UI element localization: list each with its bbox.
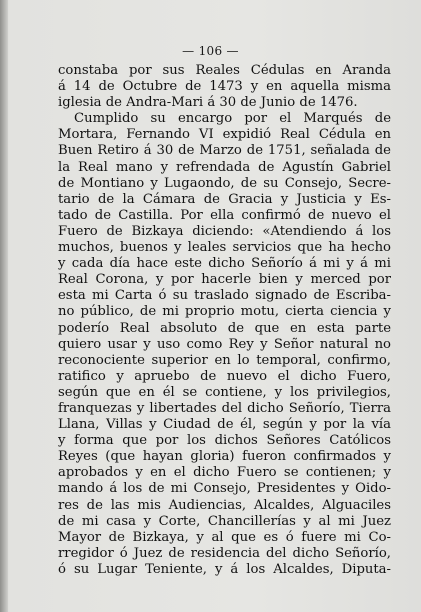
page-number: — 106 — xyxy=(182,44,239,58)
text-line: á 14 de Octubre de 1473 y en aquella misma xyxy=(58,79,391,95)
body-text xyxy=(58,63,391,578)
text-line: Mortara, Fernando VI expidió Real Cédula en xyxy=(58,127,391,143)
text-line: rregidor ó Juez de residencia del dicho Señorío, xyxy=(58,545,391,561)
text-line: Reyes (que hayan gloria) fueron confirmados y xyxy=(58,449,391,465)
text-line: de mi casa y Corte, Chancillerías y al mi Juez xyxy=(58,513,391,529)
text-line: iglesia de Andra-Mari á 30 de Junio de 1476. xyxy=(58,95,358,111)
text-line: la Real mano y refrendada de Agustín Gabriel xyxy=(58,159,391,175)
text-line: res de las mis Audiencias, Alcaldes, Alguaciles xyxy=(58,497,391,513)
text-line: tado de Castilla. Por ella confirmó de nuevo el xyxy=(58,207,391,223)
text-line: según que en él se contiene, y los privilegios, xyxy=(58,384,391,400)
text-line: Llana, Villas y Ciudad de él, según y por la vía xyxy=(58,417,391,433)
text-line: reconociente superior en lo temporal, confirmo, xyxy=(58,352,391,368)
text-line: ó su Lugar Teniente, y á los Alcaldes, Diputa- xyxy=(58,561,391,577)
text-line: constaba por sus Reales Cédulas en Aranda xyxy=(58,63,391,78)
text-line: muchos, buenos y leales servicios que ha hecho xyxy=(58,240,391,256)
text-line: esta mi Carta ó su traslado signado de Escriba- xyxy=(58,288,391,304)
text-line: Real Corona, y por hacerle bien y merced por xyxy=(58,272,391,288)
text-line: quiero usar y uso como Rey y Señor natural no xyxy=(58,336,391,352)
text-line: tario de la Cámara de Gracia y Justicia y Es- xyxy=(58,191,391,207)
text-line: Fuero de Bizkaya diciendo: «Atendiendo á los xyxy=(58,223,391,239)
text-line: mando á los de mi Consejo, Presidentes y Oido- xyxy=(58,481,391,497)
text-line: aprobados y en el dicho Fuero se contienen; y xyxy=(58,465,391,481)
text-line: no público, de mi proprio motu, cierta ciencia y xyxy=(58,304,391,320)
text-line: y forma que por los dichos Señores Católicos xyxy=(58,433,391,449)
text-line: franquezas y libertades del dicho Señorío, Tierra xyxy=(58,400,391,416)
text-line: y cada día hace este dicho Señorío á mi y á mi xyxy=(58,256,391,272)
text-line: ratifico y apruebo de nuevo el dicho Fuero, xyxy=(58,368,391,384)
text-line: poderío Real absoluto de que en esta parte xyxy=(58,320,391,336)
text-line: Cumplido su encargo por el Marqués de xyxy=(74,111,391,127)
text-line: Mayor de Bizkaya, y al que es ó fuere mi Co- xyxy=(58,529,391,545)
text-line: de Montiano y Lugaondo, de su Consejo, Secre- xyxy=(58,175,391,191)
text-line: Buen Retiro á 30 de Marzo de 1751, señalada de xyxy=(58,143,391,159)
